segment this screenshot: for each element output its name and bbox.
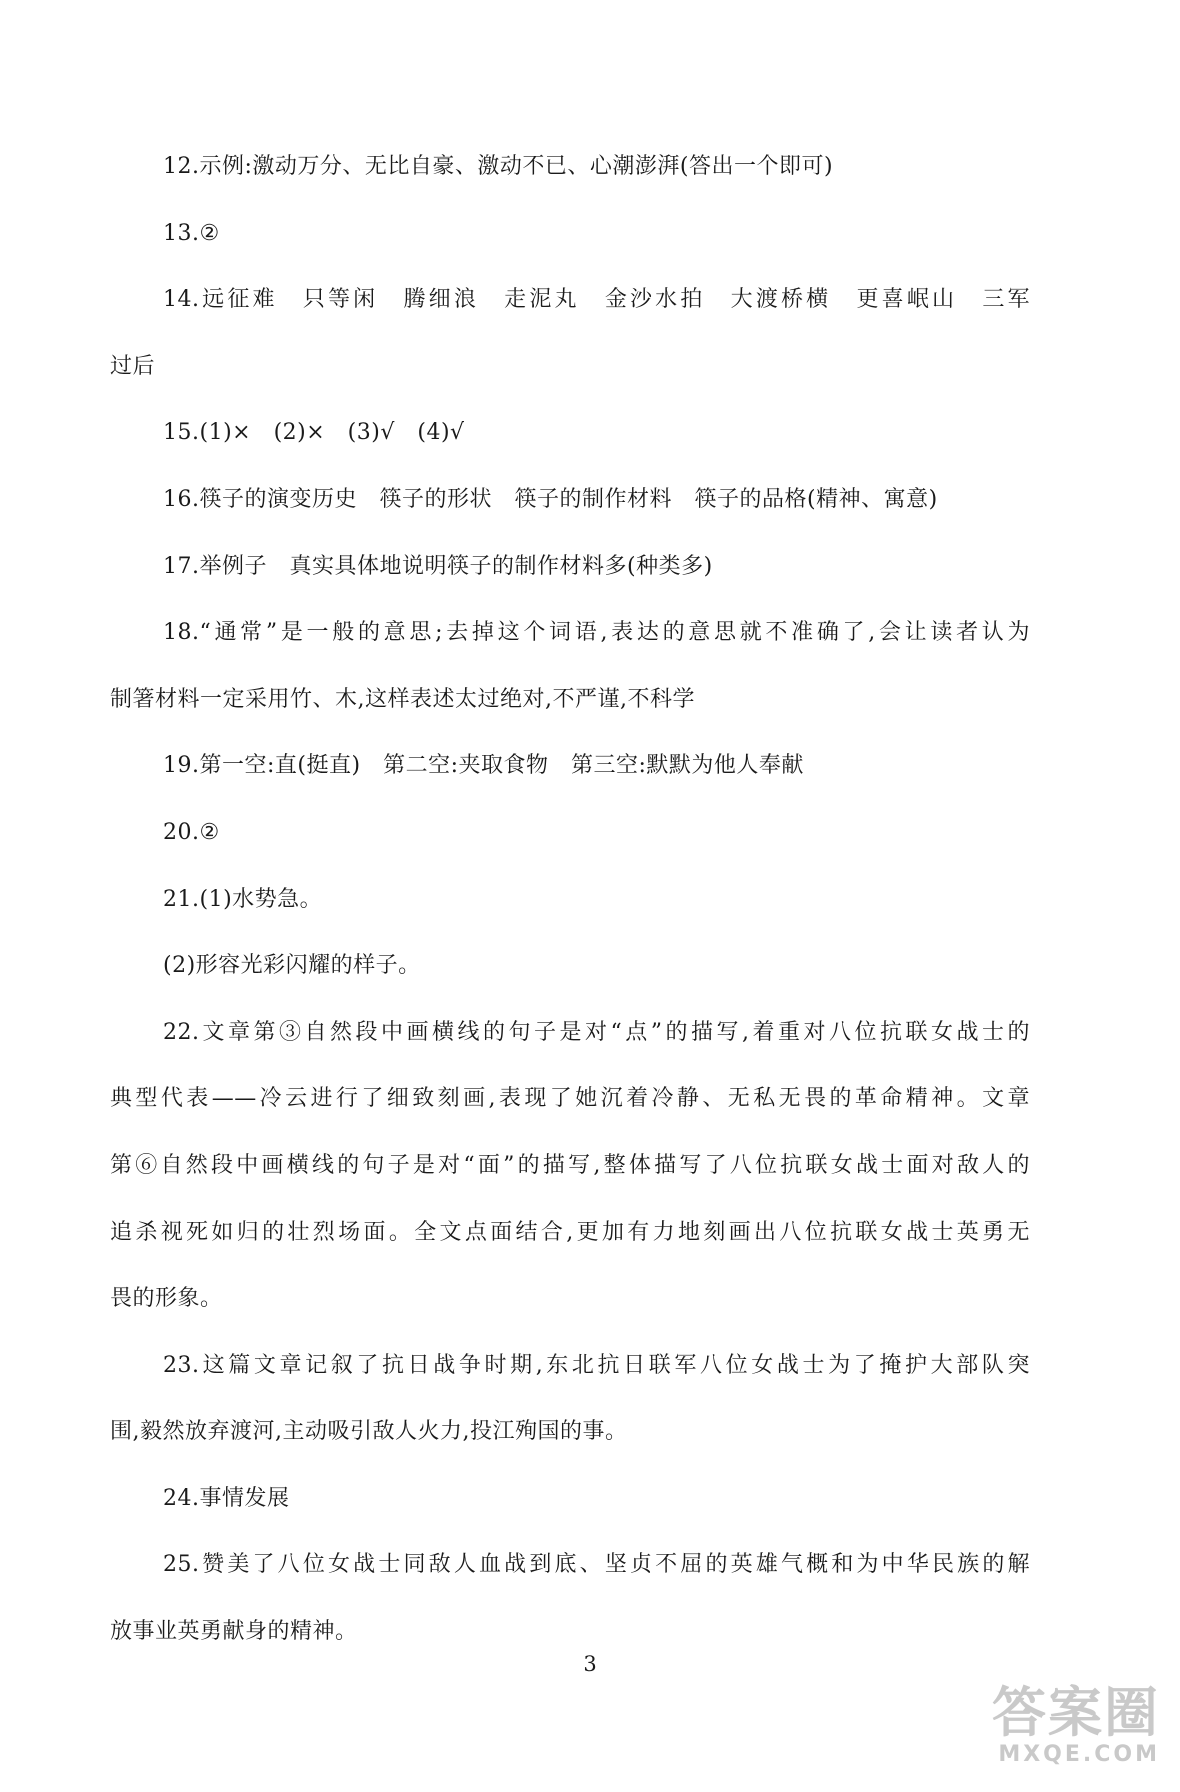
answer-15: 15.(1)× (2)× (3)√ (4)√	[163, 420, 465, 446]
answer-14-continued: 过后	[110, 353, 156, 379]
answer-21-part-2: (2)形容光彩闪耀的样子。	[163, 953, 421, 979]
answer-23: 23.这篇文章记叙了抗日战争时期,东北抗日联军八位女战士为了掩护大部队突	[163, 1352, 1030, 1378]
answer-22: 22.文章第③自然段中画横线的句子是对“点”的描写,着重对八位抗联女战士的	[163, 1019, 1030, 1045]
answer-21-part-1: 21.(1)水势急。	[163, 886, 323, 912]
watermark-url-text: MXQE.COM	[998, 1742, 1160, 1767]
answer-12: 12.示例:激动万分、无比自豪、激动不已、心潮澎湃(答出一个即可)	[163, 154, 834, 179]
answer-18-continued: 制箸材料一定采用竹、木,这样表述太过绝对,不严谨,不科学	[110, 686, 695, 712]
page-number: 3	[583, 1652, 597, 1676]
answer-22-continued-2: 第⑥自然段中画横线的句子是对“面”的描写,整体描写了八位抗联女战士面对敌人的	[110, 1152, 1030, 1178]
answer-17: 17.举例子 真实具体地说明筷子的制作材料多(种类多)	[163, 553, 713, 579]
answer-22-continued-4: 畏的形象。	[110, 1286, 223, 1312]
answer-13: 13.②	[163, 220, 220, 246]
answer-25-continued: 放事业英勇献身的精神。	[110, 1619, 358, 1645]
answer-text-block	[110, 134, 1030, 1666]
answer-14: 14.远征难 只等闲 腾细浪 走泥丸 金沙水拍 大渡桥横 更喜岷山 三军	[163, 287, 1030, 313]
answer-19: 19.第一空:直(挺直) 第二空:夹取食物 第三空:默默为他人奉献	[163, 753, 804, 779]
answer-22-continued-1: 典型代表——冷云进行了细致刻画,表现了她沉着冷静、无私无畏的革命精神。文章	[110, 1086, 1030, 1112]
answer-16: 16.筷子的演变历史 筷子的形状 筷子的制作材料 筷子的品格(精神、寓意)	[163, 486, 938, 512]
site-watermark-logo	[960, 1681, 1160, 1774]
answer-25: 25.赞美了八位女战士同敌人血战到底、坚贞不屈的英雄气概和为中华民族的解	[163, 1552, 1030, 1578]
watermark-main-text: 答案圈	[992, 1681, 1160, 1744]
answer-20: 20.②	[163, 819, 220, 845]
answer-24: 24.事情发展	[163, 1485, 290, 1511]
answer-18: 18.“通常”是一般的意思;去掉这个词语,表达的意思就不准确了,会让读者认为	[163, 620, 1030, 646]
answer-23-continued: 围,毅然放弃渡河,主动吸引敌人火力,投江殉国的事。	[110, 1419, 628, 1445]
answer-22-continued-3: 追杀视死如归的壮烈场面。全文点面结合,更加有力地刻画出八位抗联女战士英勇无	[110, 1219, 1030, 1245]
